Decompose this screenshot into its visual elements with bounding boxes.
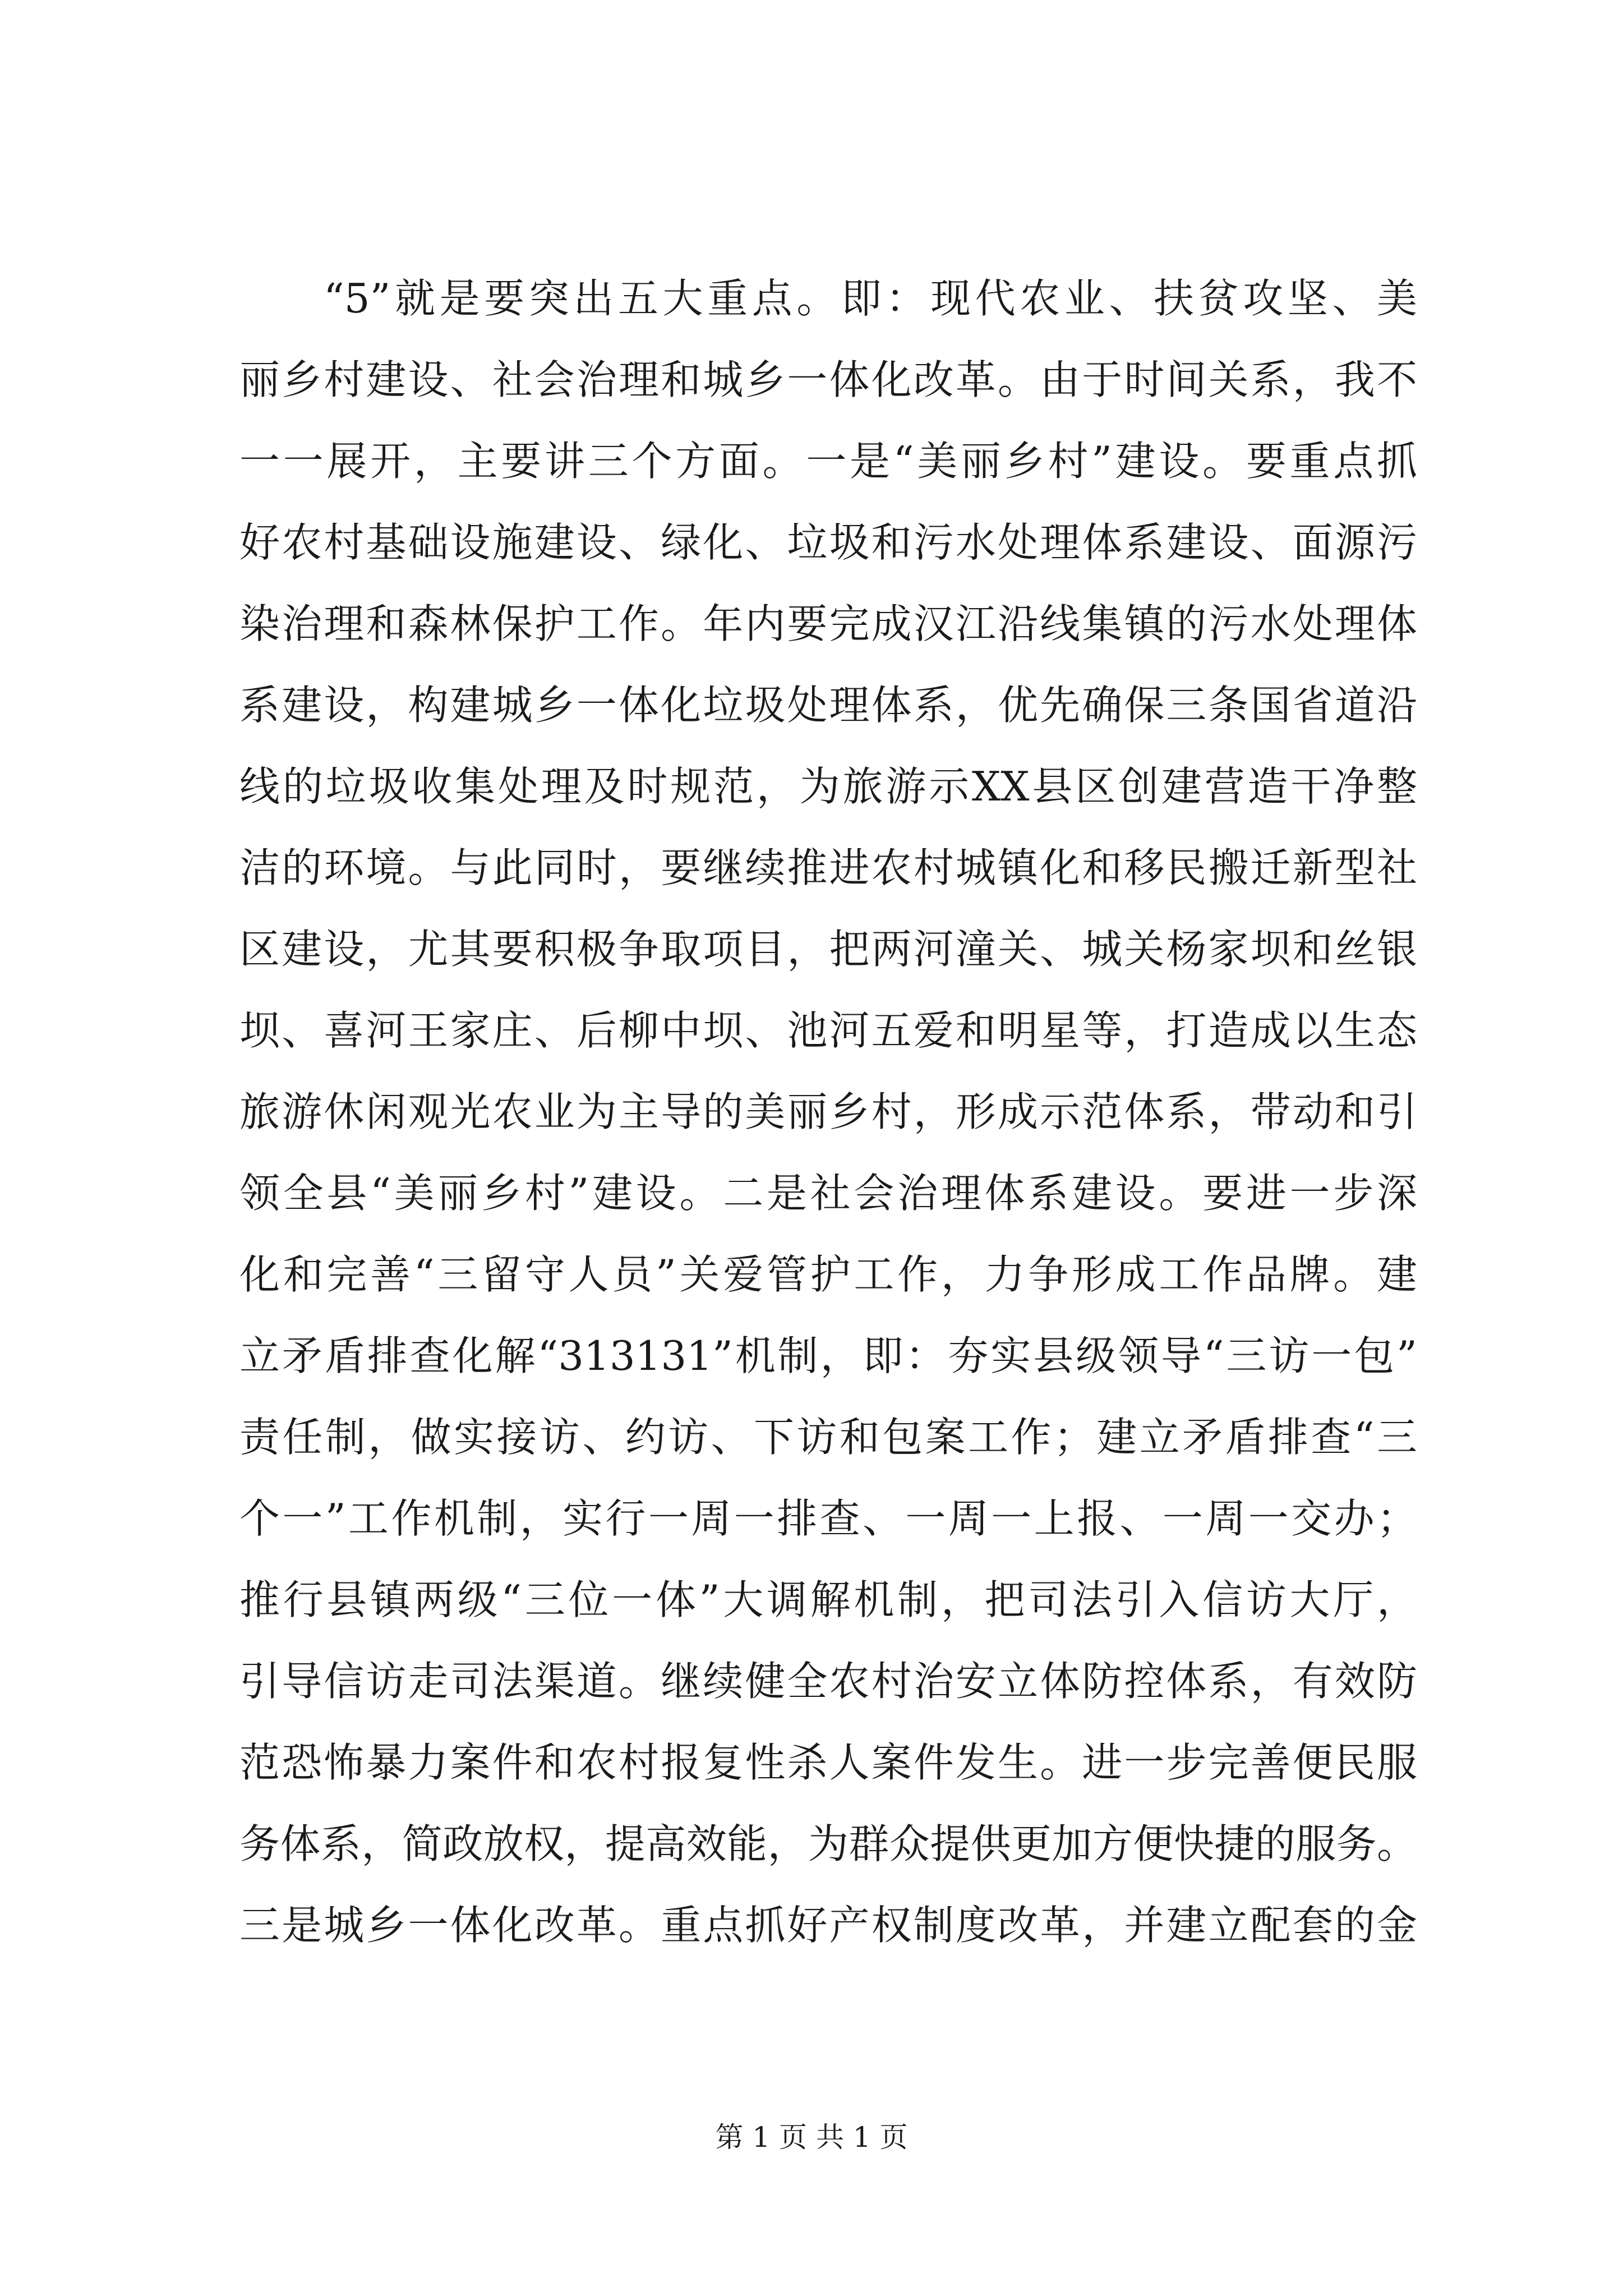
text-line: 务体系，简政放权，提高效能，为群众提供更加方便快捷的服务。 bbox=[239, 1820, 1417, 1867]
text-line: 领全县“美丽乡村”建设。二是社会治理体系建设。要进一步深 bbox=[239, 1170, 1417, 1217]
text-line: 引导信访走司法渠道。继续健全农村治安立体防控体系，有效防 bbox=[239, 1658, 1417, 1705]
text-line: 化和完善“三留守人员”关爱管护工作，力争形成工作品牌。建 bbox=[239, 1251, 1417, 1298]
text-line: 洁的环境。与此同时，要继续推进农村城镇化和移民搬迁新型社 bbox=[239, 844, 1417, 891]
text-line: 责任制，做实接访、约访、下访和包案工作；建立矛盾排查“三 bbox=[239, 1414, 1417, 1461]
text-line: 范恐怖暴力案件和农村报复性杀人案件发生。进一步完善便民服 bbox=[239, 1739, 1417, 1786]
text-line: 三是城乡一体化改革。重点抓好产权制度改革，并建立配套的金 bbox=[239, 1902, 1417, 1949]
body-paragraph bbox=[239, 258, 1417, 1966]
text-line: 一一展开，主要讲三个方面。一是“美丽乡村”建设。要重点抓 bbox=[239, 438, 1417, 485]
text-line: 坝、喜河王家庄、后柳中坝、池河五爱和明星等，打造成以生态 bbox=[239, 1007, 1417, 1054]
text-line: 立矛盾排查化解“313131”机制，即：夯实县级领导“三访一包” bbox=[239, 1332, 1417, 1379]
text-line: 旅游休闲观光农业为主导的美丽乡村，形成示范体系，带动和引 bbox=[239, 1088, 1417, 1135]
text-line: 系建设，构建城乡一体化垃圾处理体系，优先确保三条国省道沿 bbox=[239, 682, 1417, 729]
text-line: 推行县镇两级“三位一体”大调解机制，把司法引入信访大厅， bbox=[239, 1576, 1417, 1623]
text-line: “5”就是要突出五大重点。即：现代农业、扶贫攻坚、美 bbox=[324, 275, 1417, 322]
text-line: 丽乡村建设、社会治理和城乡一体化改革。由于时间关系，我不 bbox=[239, 356, 1417, 403]
text-line: 好农村基础设施建设、绿化、垃圾和污水处理体系建设、面源污 bbox=[239, 519, 1417, 566]
text-line: 线的垃圾收集处理及时规范，为旅游示XX县区创建营造干净整 bbox=[239, 763, 1417, 810]
text-line: 染治理和森林保护工作。年内要完成汉江沿线集镇的污水处理体 bbox=[239, 600, 1417, 647]
text-line: 个一”工作机制，实行一周一排查、一周一上报、一周一交办； bbox=[239, 1495, 1417, 1542]
text-line: 区建设，尤其要积极争取项目，把两河潼关、城关杨家坝和丝银 bbox=[239, 926, 1417, 973]
page-number-footer: 第 1 页 共 1 页 bbox=[715, 2121, 908, 2154]
